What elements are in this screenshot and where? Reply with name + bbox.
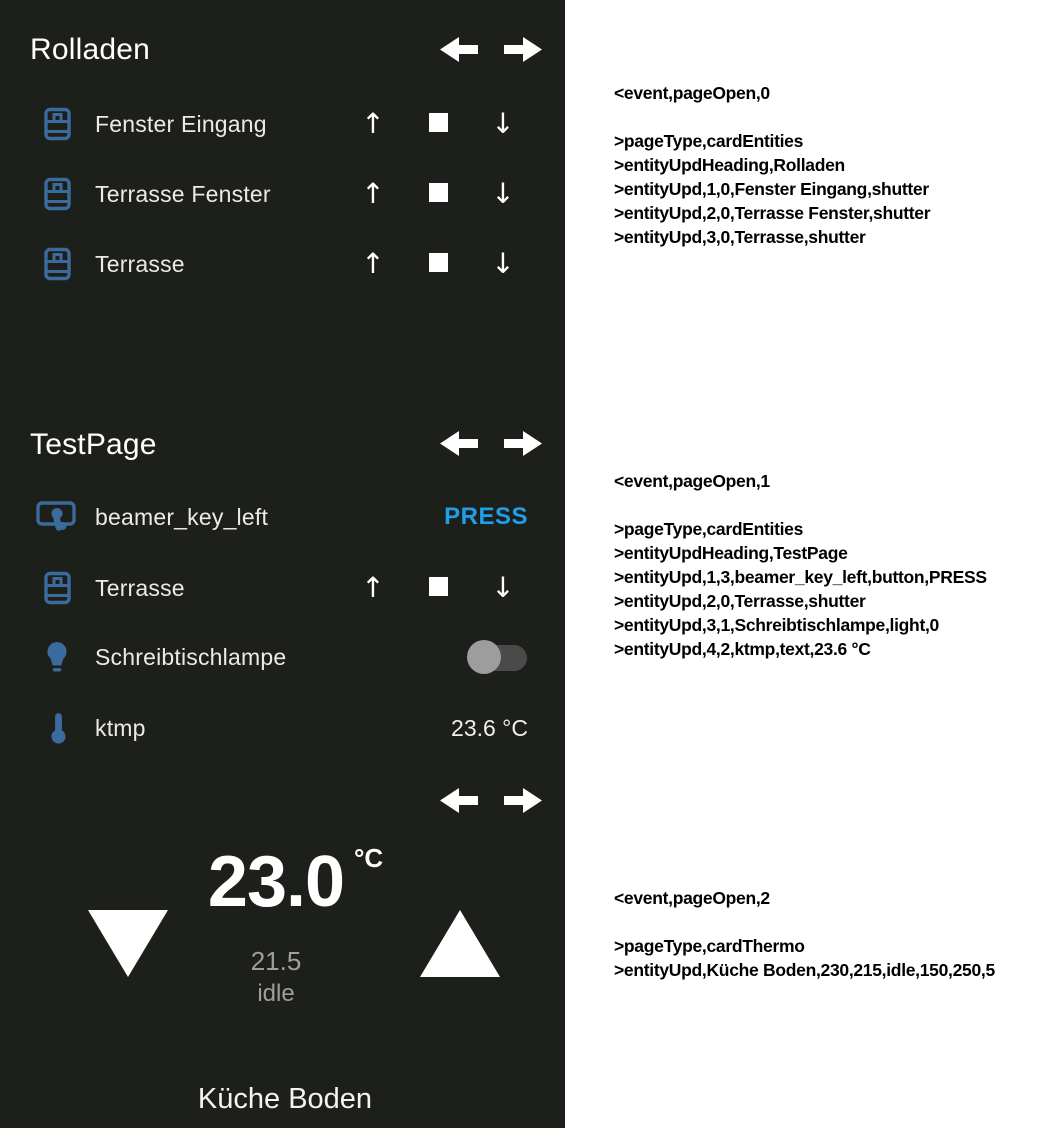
log-line [614, 493, 1039, 517]
shutter-up-button[interactable]: ↑ [361, 247, 385, 280]
card-heading-rolladen: Rolladen [30, 33, 151, 66]
shutter-up-button[interactable]: ↑ [361, 177, 385, 210]
sensor-value: 23.6 °C [451, 715, 528, 741]
log-line: >entityUpd,1,0,Fenster Eingang,shutter [614, 179, 929, 199]
log-line [614, 105, 1039, 129]
nav-left-icon[interactable] [440, 428, 478, 459]
toggle-knob [467, 640, 501, 674]
window-shutter-icon [44, 247, 71, 281]
shutter-stop-button[interactable] [423, 168, 453, 220]
thermostat-name: Küche Boden [197, 1083, 373, 1115]
log-line: >entityUpdHeading,Rolladen [614, 155, 845, 175]
log-block-page2 [614, 886, 1039, 982]
window-shutter-icon [44, 107, 71, 141]
stop-square-icon [429, 183, 448, 202]
press-button[interactable]: PRESS [444, 503, 528, 530]
log-block-page0 [614, 81, 1039, 249]
current-temperature: 23.0 [207, 842, 345, 922]
entity-row [0, 238, 565, 290]
window-shutter-icon [44, 571, 71, 605]
shutter-stop-button[interactable] [423, 238, 453, 290]
shutter-up-button[interactable]: ↑ [361, 571, 385, 604]
entity-row [0, 491, 565, 543]
log-line: >entityUpd,Küche Boden,230,215,idle,150,250,5 [614, 960, 995, 980]
stop-square-icon [429, 113, 448, 132]
gesture-tap-button-icon [36, 499, 76, 537]
stop-square-icon [429, 253, 448, 272]
card-heading-testpage: TestPage [30, 428, 157, 461]
hvac-state: idle [257, 980, 295, 1007]
nav-right-icon[interactable] [504, 785, 542, 816]
log-line: >entityUpd,2,0,Terrasse Fenster,shutter [614, 203, 931, 223]
stop-square-icon [429, 577, 448, 596]
nav-left-icon[interactable] [440, 785, 478, 816]
entity-row [0, 98, 565, 150]
lightbulb-icon [45, 641, 69, 675]
shutter-up-button[interactable]: ↑ [361, 107, 385, 140]
entity-label: ktmp [95, 715, 146, 741]
log-line: >entityUpd,4,2,ktmp,text,23.6 °C [614, 639, 871, 659]
log-line: <event,pageOpen,1 [614, 471, 770, 491]
entity-label: Schreibtischlampe [95, 644, 287, 670]
shutter-down-button[interactable]: ↓ [491, 247, 515, 280]
shutter-stop-button[interactable] [423, 98, 453, 150]
log-line: <event,pageOpen,0 [614, 83, 770, 103]
entity-row [0, 562, 565, 614]
shutter-down-button[interactable]: ↓ [491, 107, 515, 140]
thermometer-icon [51, 712, 66, 744]
entity-row [0, 631, 565, 683]
nav-left-icon[interactable] [440, 34, 478, 65]
temperature-unit: °C [354, 843, 384, 873]
nav-right-icon[interactable] [504, 34, 542, 65]
log-line: >pageType,cardThermo [614, 936, 805, 956]
entity-label: beamer_key_left [95, 504, 269, 530]
temp-up-button[interactable] [420, 910, 500, 977]
log-line: >entityUpd,3,1,Schreibtischlampe,light,0 [614, 615, 939, 635]
log-block-page1 [614, 469, 1039, 661]
shutter-stop-button[interactable] [423, 562, 453, 614]
entity-row [0, 168, 565, 220]
entity-label: Terrasse [95, 251, 185, 277]
log-line: <event,pageOpen,2 [614, 888, 770, 908]
entity-label: Terrasse Fenster [95, 181, 271, 207]
target-temperature: 21.5 [250, 946, 302, 976]
temp-down-button[interactable] [88, 910, 168, 977]
log-line: >entityUpd,3,0,Terrasse,shutter [614, 227, 866, 247]
log-line: >entityUpdHeading,TestPage [614, 543, 848, 563]
light-toggle[interactable] [467, 640, 527, 674]
log-line: >entityUpd,1,3,beamer_key_left,button,PRESS [614, 567, 987, 587]
window-shutter-icon [44, 177, 71, 211]
log-line: >pageType,cardEntities [614, 519, 804, 539]
entity-label: Terrasse [95, 575, 185, 601]
entity-label: Fenster Eingang [95, 111, 267, 137]
shutter-down-button[interactable]: ↓ [491, 571, 515, 604]
log-line: >pageType,cardEntities [614, 131, 804, 151]
entity-row [0, 702, 565, 754]
nav-right-icon[interactable] [504, 428, 542, 459]
shutter-down-button[interactable]: ↓ [491, 177, 515, 210]
log-line: >entityUpd,2,0,Terrasse,shutter [614, 591, 866, 611]
log-line [614, 910, 1039, 934]
